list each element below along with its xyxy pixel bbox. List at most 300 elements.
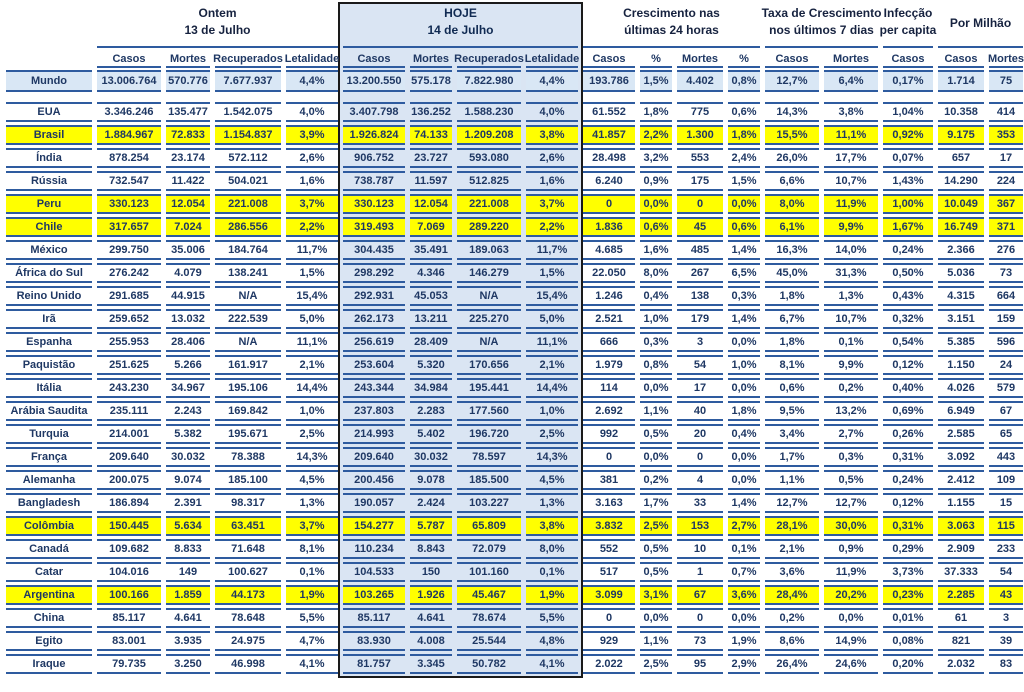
value-cell: 1,3% (824, 286, 878, 306)
value-cell: 5.382 (166, 424, 210, 444)
value-cell: 1,5% (728, 171, 760, 191)
world-total-row (0, 70, 1024, 92)
value-cell: 1,0% (286, 401, 338, 421)
value-cell: 100.627 (215, 562, 281, 582)
value-cell: 0,5% (640, 562, 672, 582)
value-cell: 214.001 (97, 424, 161, 444)
value-cell: 9,9% (824, 217, 878, 237)
value-cell: 1,7% (640, 493, 672, 513)
col-header-cresc-mortes: Mortes (677, 48, 723, 68)
value-cell: 28.406 (166, 332, 210, 352)
value-cell: 0,1% (286, 562, 338, 582)
value-cell: 2.283 (410, 401, 452, 421)
country-column-header-blank (6, 2, 92, 48)
country-row (0, 631, 1024, 651)
value-cell: 14,4% (526, 378, 578, 398)
value-cell: 22.050 (583, 263, 635, 283)
value-cell: 13.006.764 (97, 70, 161, 92)
value-cell: 1,9% (728, 631, 760, 651)
value-cell: 5.266 (166, 355, 210, 375)
value-cell: 83.001 (97, 631, 161, 651)
value-cell: 552 (583, 539, 635, 559)
value-cell: 83.930 (343, 631, 405, 651)
country-name: Canadá (6, 539, 92, 559)
value-cell: 138.241 (215, 263, 281, 283)
country-name: Brasil (6, 125, 92, 145)
country-row (0, 539, 1024, 559)
value-cell: 8,0% (765, 194, 819, 214)
value-cell: 0,23% (883, 585, 933, 605)
value-cell: 8,1% (286, 539, 338, 559)
value-cell: 3.092 (938, 447, 984, 467)
value-cell: 4,0% (286, 102, 338, 122)
value-cell: 214.993 (343, 424, 405, 444)
value-cell: 54 (989, 562, 1023, 582)
value-cell: 1 (677, 562, 723, 582)
value-cell: 153 (677, 516, 723, 536)
value-cell: 0,31% (883, 447, 933, 467)
country-name: Itália (6, 378, 92, 398)
value-cell: 44.173 (215, 585, 281, 605)
value-cell: 7.677.937 (215, 70, 281, 92)
value-cell: 71.648 (215, 539, 281, 559)
value-cell: 9,5% (765, 401, 819, 421)
value-cell: 0,40% (883, 378, 933, 398)
country-row (0, 148, 1024, 168)
country-row (0, 332, 1024, 352)
value-cell: 2.391 (166, 493, 210, 513)
value-cell: 4.641 (410, 608, 452, 628)
value-cell: 16.749 (938, 217, 984, 237)
country-row (0, 286, 1024, 306)
value-cell: 11,1% (286, 332, 338, 352)
value-cell: 3,8% (526, 125, 578, 145)
value-cell: 1,00% (883, 194, 933, 214)
value-cell: 4.008 (410, 631, 452, 651)
value-cell: 1.926.824 (343, 125, 405, 145)
value-cell: 775 (677, 102, 723, 122)
value-cell: 9,9% (824, 355, 878, 375)
value-cell: 1,0% (728, 355, 760, 375)
value-cell: 11,7% (286, 240, 338, 260)
value-cell: 3,2% (640, 148, 672, 168)
value-cell: 0,3% (728, 286, 760, 306)
value-cell: 34.967 (166, 378, 210, 398)
country-name: Bangladesh (6, 493, 92, 513)
value-cell: 4.079 (166, 263, 210, 283)
value-cell: 0,9% (640, 171, 672, 191)
value-cell: 175 (677, 171, 723, 191)
value-cell: 161.917 (215, 355, 281, 375)
value-cell: 2,1% (765, 539, 819, 559)
value-cell: 185.100 (215, 470, 281, 490)
country-name: África do Sul (6, 263, 92, 283)
value-cell: 1,6% (526, 171, 578, 191)
value-cell: 3,73% (883, 562, 933, 582)
value-cell: 73 (989, 263, 1023, 283)
value-cell: 1.300 (677, 125, 723, 145)
value-cell: 593.080 (457, 148, 521, 168)
value-cell: 6.240 (583, 171, 635, 191)
value-cell: 24,6% (824, 654, 878, 674)
value-cell: 0,0% (640, 378, 672, 398)
value-cell: 200.456 (343, 470, 405, 490)
col-header-ontem-recuperados: Recuperados (215, 48, 281, 68)
value-cell: 2,2% (640, 125, 672, 145)
group-title: Taxa de Crescimento (761, 6, 882, 20)
value-cell: 149 (166, 562, 210, 582)
value-cell: 237.803 (343, 401, 405, 421)
value-cell: 1,8% (765, 286, 819, 306)
value-cell: 14,9% (824, 631, 878, 651)
value-cell: N/A (215, 332, 281, 352)
value-cell: 5.787 (410, 516, 452, 536)
value-cell: 110.234 (343, 539, 405, 559)
value-cell: 0,3% (824, 447, 878, 467)
value-cell: 485 (677, 240, 723, 260)
country-name: Mundo (6, 70, 92, 92)
value-cell: 0,12% (883, 493, 933, 513)
value-cell: 4,8% (526, 631, 578, 651)
value-cell: 13.200.550 (343, 70, 405, 92)
value-cell: 570.776 (166, 70, 210, 92)
value-cell: 3 (677, 332, 723, 352)
value-cell: 15,4% (526, 286, 578, 306)
value-cell: 0 (677, 194, 723, 214)
value-cell: 0,0% (640, 447, 672, 467)
value-cell: 12,7% (765, 493, 819, 513)
value-cell: 75 (989, 70, 1023, 92)
value-cell: 26,0% (765, 148, 819, 168)
value-cell: 14.290 (938, 171, 984, 191)
country-row (0, 263, 1024, 283)
value-cell: 10,7% (824, 171, 878, 191)
value-cell: 1.979 (583, 355, 635, 375)
col-header-milhao-casos: Casos (938, 48, 984, 68)
col-header-cresc-pct-mortes: % (728, 48, 760, 68)
country-row (0, 171, 1024, 191)
group-header-ontem (97, 2, 338, 48)
value-cell: 1,4% (728, 493, 760, 513)
value-cell: 2,9% (728, 654, 760, 674)
value-cell: 0,2% (640, 470, 672, 490)
value-cell: 12,7% (765, 70, 819, 92)
value-cell: 83 (989, 654, 1023, 674)
value-cell: 878.254 (97, 148, 161, 168)
value-cell: 24.975 (215, 631, 281, 651)
value-cell: 5,5% (286, 608, 338, 628)
value-cell: 1.150 (938, 355, 984, 375)
value-cell: 0,1% (728, 539, 760, 559)
col-header-hoje-recuperados: Recuperados (457, 48, 521, 68)
value-cell: 4,7% (286, 631, 338, 651)
value-cell: 6.949 (938, 401, 984, 421)
value-cell: 2.692 (583, 401, 635, 421)
value-cell: 10.358 (938, 102, 984, 122)
value-cell: 0,6% (728, 217, 760, 237)
value-cell: 1.155 (938, 493, 984, 513)
value-cell: 4 (677, 470, 723, 490)
value-cell: 0,01% (883, 608, 933, 628)
value-cell: 0,7% (728, 562, 760, 582)
value-cell: 8.843 (410, 539, 452, 559)
value-cell: 253.604 (343, 355, 405, 375)
value-cell: 5.385 (938, 332, 984, 352)
value-cell: 317.657 (97, 217, 161, 237)
group-subtitle: nos últimos 7 dias (769, 23, 874, 38)
value-cell: 2,6% (526, 148, 578, 168)
value-cell: 738.787 (343, 171, 405, 191)
value-cell: 3,8% (824, 102, 878, 122)
value-cell: 251.625 (97, 355, 161, 375)
value-cell: 504.021 (215, 171, 281, 191)
group-header-infeccao-per-capita (879, 2, 937, 48)
value-cell: 103.265 (343, 585, 405, 605)
value-cell: 15,5% (765, 125, 819, 145)
value-cell: 732.547 (97, 171, 161, 191)
value-cell: 1,8% (728, 401, 760, 421)
value-cell: 67 (989, 401, 1023, 421)
value-cell: N/A (215, 286, 281, 306)
value-cell: 8,0% (526, 539, 578, 559)
col-header-ontem-mortes: Mortes (166, 48, 210, 68)
value-cell: 41.857 (583, 125, 635, 145)
country-name: China (6, 608, 92, 628)
value-cell: 0,50% (883, 263, 933, 283)
value-cell: 73 (677, 631, 723, 651)
value-cell: 1,6% (286, 171, 338, 191)
value-cell: 1,8% (765, 332, 819, 352)
value-cell: 14,3% (765, 102, 819, 122)
value-cell: 2,2% (286, 217, 338, 237)
value-cell: 2,7% (728, 516, 760, 536)
value-cell: 46.998 (215, 654, 281, 674)
value-cell: 2,7% (824, 424, 878, 444)
value-cell: 8,1% (765, 355, 819, 375)
value-cell: 221.008 (457, 194, 521, 214)
value-cell: 0 (677, 608, 723, 628)
country-row (0, 217, 1024, 237)
value-cell: 193.786 (583, 70, 635, 92)
value-cell: 5,5% (526, 608, 578, 628)
value-cell: 28,4% (765, 585, 819, 605)
col-header-ontem-casos: Casos (97, 48, 161, 68)
value-cell: 3.250 (166, 654, 210, 674)
country-row (0, 102, 1024, 122)
value-cell: 6,5% (728, 263, 760, 283)
value-cell: 0,24% (883, 470, 933, 490)
value-cell: 8,0% (640, 263, 672, 283)
value-cell: 45 (677, 217, 723, 237)
value-cell: 517 (583, 562, 635, 582)
country-row (0, 493, 1024, 513)
value-cell: 0,8% (728, 70, 760, 92)
value-cell: 2.022 (583, 654, 635, 674)
country-row (0, 125, 1024, 145)
value-cell: 657 (938, 148, 984, 168)
value-cell: 1,7% (765, 447, 819, 467)
value-cell: N/A (457, 332, 521, 352)
value-cell: 596 (989, 332, 1023, 352)
value-cell: 3,4% (765, 424, 819, 444)
value-cell: 5.320 (410, 355, 452, 375)
value-cell: 195.441 (457, 378, 521, 398)
value-cell: 185.500 (457, 470, 521, 490)
value-cell: 13.032 (166, 309, 210, 329)
value-cell: 26,4% (765, 654, 819, 674)
group-title: HOJE (444, 6, 477, 20)
value-cell: 222.539 (215, 309, 281, 329)
value-cell: 4,4% (526, 70, 578, 92)
value-cell: 3.935 (166, 631, 210, 651)
value-cell: 23.727 (410, 148, 452, 168)
country-name: Reino Unido (6, 286, 92, 306)
value-cell: 291.685 (97, 286, 161, 306)
value-cell: 31,3% (824, 263, 878, 283)
value-cell: 299.750 (97, 240, 161, 260)
value-cell: 3.151 (938, 309, 984, 329)
value-cell: 150 (410, 562, 452, 582)
value-cell: 1,8% (728, 125, 760, 145)
value-cell: 44.915 (166, 286, 210, 306)
value-cell: 35.491 (410, 240, 452, 260)
value-cell: 2.585 (938, 424, 984, 444)
value-cell: 992 (583, 424, 635, 444)
value-cell: 184.764 (215, 240, 281, 260)
group-header-row (0, 2, 1024, 48)
value-cell: 3,7% (286, 194, 338, 214)
value-cell: 0,0% (728, 378, 760, 398)
value-cell: 3.345 (410, 654, 452, 674)
country-name: México (6, 240, 92, 260)
group-title: Infecção (883, 6, 933, 20)
value-cell: 17 (677, 378, 723, 398)
value-cell: 177.560 (457, 401, 521, 421)
group-subtitle: últimas 24 horas (624, 23, 719, 38)
country-name: Espanha (6, 332, 92, 352)
value-cell: 289.220 (457, 217, 521, 237)
value-cell: 12.054 (410, 194, 452, 214)
value-cell: 11,7% (526, 240, 578, 260)
value-cell: 3.063 (938, 516, 984, 536)
value-cell: 209.640 (343, 447, 405, 467)
value-cell: 30,0% (824, 516, 878, 536)
value-cell: 0,32% (883, 309, 933, 329)
value-cell: 3.163 (583, 493, 635, 513)
country-row (0, 562, 1024, 582)
country-name: França (6, 447, 92, 467)
value-cell: 0,0% (640, 608, 672, 628)
value-cell: 0,4% (640, 286, 672, 306)
country-row (0, 470, 1024, 490)
value-cell: 1.209.208 (457, 125, 521, 145)
country-row (0, 424, 1024, 444)
value-cell: 3,6% (728, 585, 760, 605)
value-cell: 11.422 (166, 171, 210, 191)
column-header-row (0, 48, 1024, 68)
group-header-por-milhao (938, 2, 1023, 48)
value-cell: 67 (677, 585, 723, 605)
value-cell: 4,1% (286, 654, 338, 674)
value-cell: 101.160 (457, 562, 521, 582)
value-cell: 0,12% (883, 355, 933, 375)
value-cell: 146.279 (457, 263, 521, 283)
country-row (0, 355, 1024, 375)
value-cell: 103.227 (457, 493, 521, 513)
value-cell: 30.032 (410, 447, 452, 467)
value-cell: 14,4% (286, 378, 338, 398)
value-cell: 28.409 (410, 332, 452, 352)
group-subtitle: 14 de Julho (427, 23, 494, 38)
value-cell: 200.075 (97, 470, 161, 490)
value-cell: 7.069 (410, 217, 452, 237)
value-cell: 189.063 (457, 240, 521, 260)
value-cell: 159 (989, 309, 1023, 329)
value-cell: 3 (989, 608, 1023, 628)
value-cell: 6,7% (765, 309, 819, 329)
value-cell: 9.078 (410, 470, 452, 490)
value-cell: 11,1% (526, 332, 578, 352)
value-cell: 12.054 (166, 194, 210, 214)
value-cell: 33 (677, 493, 723, 513)
value-cell: 1.859 (166, 585, 210, 605)
country-row (0, 240, 1024, 260)
country-name: Iraque (6, 654, 92, 674)
value-cell: 224 (989, 171, 1023, 191)
value-cell: 81.757 (343, 654, 405, 674)
value-cell: 14,0% (824, 240, 878, 260)
value-cell: 243.230 (97, 378, 161, 398)
value-cell: 371 (989, 217, 1023, 237)
value-cell: 114 (583, 378, 635, 398)
country-row (0, 194, 1024, 214)
value-cell: 2,5% (286, 424, 338, 444)
value-cell: 72.079 (457, 539, 521, 559)
value-cell: 65.809 (457, 516, 521, 536)
value-cell: 1.588.230 (457, 102, 521, 122)
value-cell: 0 (583, 608, 635, 628)
value-cell: 0,2% (824, 378, 878, 398)
value-cell: 3.832 (583, 516, 635, 536)
value-cell: 821 (938, 631, 984, 651)
value-cell: 1,5% (640, 70, 672, 92)
country-name: Rússia (6, 171, 92, 191)
value-cell: 45,0% (765, 263, 819, 283)
value-cell: 2.521 (583, 309, 635, 329)
value-cell: 1,5% (526, 263, 578, 283)
value-cell: 169.842 (215, 401, 281, 421)
value-cell: 262.173 (343, 309, 405, 329)
value-cell: 4,5% (526, 470, 578, 490)
value-cell: 78.648 (215, 608, 281, 628)
value-cell: 319.493 (343, 217, 405, 237)
value-cell: 0,1% (824, 332, 878, 352)
col-header-taxa-casos: Casos (765, 48, 819, 68)
value-cell: 3,6% (765, 562, 819, 582)
value-cell: 6,4% (824, 70, 878, 92)
value-cell: 666 (583, 332, 635, 352)
col-header-hoje-mortes: Mortes (410, 48, 452, 68)
value-cell: 5.634 (166, 516, 210, 536)
value-cell: 1,1% (640, 401, 672, 421)
value-cell: 0,54% (883, 332, 933, 352)
value-cell: 2.285 (938, 585, 984, 605)
value-cell: 276.242 (97, 263, 161, 283)
value-cell: 50.782 (457, 654, 521, 674)
value-cell: 0,8% (640, 355, 672, 375)
value-cell: 196.720 (457, 424, 521, 444)
value-cell: 0,0% (728, 332, 760, 352)
